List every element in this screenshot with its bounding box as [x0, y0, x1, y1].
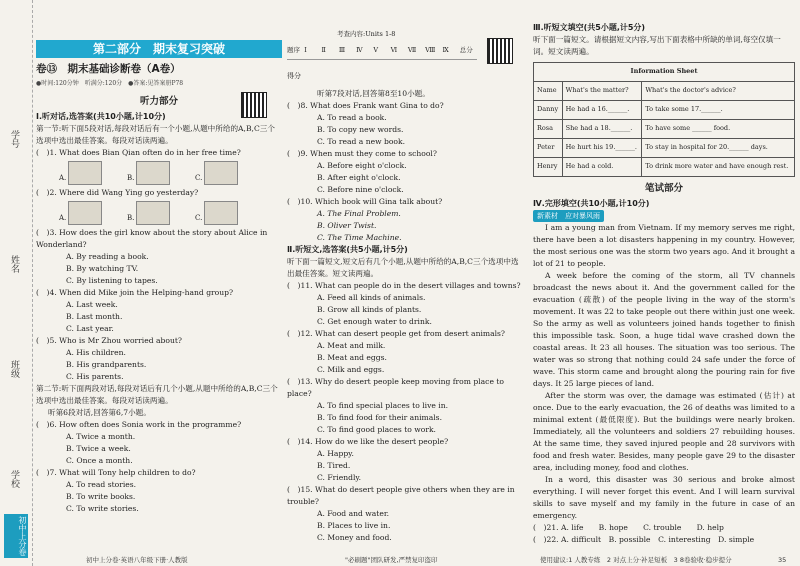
option: C. His parents. — [66, 372, 124, 381]
option: C. By listening to tapes. — [66, 276, 158, 285]
question-11: ( )11. What can people do in the desert villages and towns? — [287, 281, 521, 290]
score-cell: Ⅸ — [442, 46, 449, 54]
score-cell: 题序 — [287, 46, 300, 54]
dialog-6-intro: 听第6段对话,回答第6,7小题。 — [48, 408, 151, 417]
question-15: ( )15. What do desert people give others when they are in trouble? — [287, 485, 515, 506]
question-3: ( )3. How does the girl know about the story about Alice in Wonderland? — [36, 228, 268, 249]
exam-title: 卷⑬ 期末基础诊断卷（A卷） — [36, 63, 181, 75]
picture-b-icon: B. — [136, 161, 170, 185]
question-12: ( )12. What can desert people get from desert animals? — [287, 329, 506, 338]
question-4: ( )4. When did Mike join the Helping-hand group? — [36, 288, 234, 297]
school-label: 学校 — [9, 470, 19, 488]
section-2-heading: Ⅱ.听短文,选答案(共5小题,计5分) — [287, 245, 408, 254]
question-22: ( )22. A. difficult B. possible C. interesting D. simple — [533, 535, 755, 544]
option: B. After eight o'clock. — [317, 173, 401, 182]
option: A. To read stories. — [66, 480, 137, 489]
q2-pictures — [36, 201, 282, 225]
option: A. His children. — [66, 348, 126, 357]
option: C. The Time Machine. — [317, 233, 402, 242]
section-4-heading: Ⅳ.完形填空(共10小题,计10分) — [533, 199, 650, 208]
student-id-label: 学号 — [9, 130, 19, 148]
binding-margin — [0, 0, 33, 566]
score-cell: Ⅴ — [373, 46, 379, 54]
option: A. The Final Problem. — [317, 209, 401, 218]
option: B. Last month. — [66, 312, 123, 321]
table-cell: Henry — [534, 158, 563, 177]
brand-badge: 初中上分卷 — [4, 514, 28, 558]
section-1-heading: Ⅰ.听对话,选答案(共10小题,计10分) — [36, 112, 166, 121]
question-2: ( )2. Where did Wang Ying go yesterday? — [36, 188, 199, 197]
score-cell: Ⅲ — [338, 46, 346, 54]
part-banner: 第二部分 期末复习突破 — [36, 40, 282, 58]
option: B. To find food for their animals. — [317, 413, 442, 422]
right-footer: 使用建议:1 人教专练 2 对点上分·补足短板 3 8卷验收·稳步提分 — [540, 556, 732, 564]
section-3-instructions: 听下面一篇短文。请根据短文内容,写出下面表格中所缺的单词,每空仅填一词。短文读两遍。 — [533, 35, 781, 56]
building-c-icon: C. — [204, 201, 238, 225]
building-b-icon: B. — [136, 201, 170, 225]
left-footer: 初中上分卷·英语八年级下册·人教版 — [86, 556, 188, 564]
score-cell: 总分 — [459, 46, 473, 54]
question-10: ( )10. Which book will Gina talk about? — [287, 197, 443, 206]
scope-label: 考查内容:Units 1-8 — [337, 30, 396, 38]
option: C. Milk and eggs. — [317, 365, 385, 374]
table-row — [534, 139, 795, 158]
score-cell: Ⅱ — [321, 46, 326, 54]
middle-footer: "必刷题"团队研发,严禁复印盗印 — [345, 556, 438, 564]
option: B. To copy new words. — [317, 125, 404, 134]
score-cell: Ⅵ — [390, 46, 398, 54]
score-row-label: 得分 — [287, 72, 301, 80]
qr-code-icon — [487, 38, 513, 64]
score-cell: Ⅳ — [356, 46, 363, 54]
question-1: ( )1. What does Bian Qian often do in her free time? — [36, 148, 241, 157]
option: B. Places to live in. — [317, 521, 391, 530]
table-cell[interactable]: He had a 16.______. — [562, 101, 642, 120]
passage-paragraph: After the storm was over, the damage was estimated (估计) at once. Due to the early evacuation, the 26 of deaths was limited to a minimal extent (最低限度). But the buildings were nearly broken. Immediately, all the volunteers and soldiers 27 rebuilding houses. At the same time, they saved injured people and 28 survivors with food and fresh water. Besides, many people gave 29 to the disaster area, including money, food and clothes. — [533, 391, 795, 472]
table-cell[interactable]: She had a 18.______. — [562, 120, 642, 139]
option: A. By reading a book. — [66, 252, 149, 261]
picture-c-icon: C. — [204, 161, 238, 185]
right-column — [533, 0, 795, 546]
section-2-instructions: 听下面一篇短文,短文后有几个小题,从题中所给的A,B,C三个选项中选出最佳答案。短文读两遍。 — [287, 257, 519, 278]
question-6: ( )6. How often does Sonia work in the programme? — [36, 420, 242, 429]
option: B. His grandparents. — [66, 360, 147, 369]
building-a-icon: A. — [68, 201, 102, 225]
table-header: Name — [534, 82, 563, 101]
option: B. Oliver Twist. — [317, 221, 377, 230]
middle-column — [287, 0, 525, 544]
option: A. Twice a month. — [66, 432, 136, 441]
dialog-7-intro: 听第7段对话,回答第8至10小题。 — [317, 89, 430, 98]
table-caption: Information Sheet — [534, 63, 795, 82]
page-number: 35 — [778, 556, 787, 564]
option: A. Happy. — [317, 449, 354, 458]
table-cell[interactable]: To stay in hospital for 20.______ days. — [642, 139, 795, 158]
table-header: What's the matter? — [562, 82, 642, 101]
option: C. Last year. — [66, 324, 114, 333]
option: B. Twice a week. — [66, 444, 131, 453]
listening-heading: 听力部分 — [139, 96, 178, 107]
score-cell: Ⅷ — [425, 46, 436, 54]
score-cell: Ⅰ — [304, 46, 307, 54]
table-cell: Danny — [534, 101, 563, 120]
question-8: ( )8. What does Frank want Gina to do? — [287, 101, 444, 110]
table-cell: To drink more water and have enough rest. — [642, 158, 795, 177]
question-9: ( )9. When must they come to school? — [287, 149, 437, 158]
passage-paragraph: In a word, this disaster was 30 serious and broke almost everything. I will never forget this event. And I will learn survival skills to save myself and my family in the future in case of an emergency. — [533, 475, 795, 520]
option: A. Meat and milk. — [317, 341, 386, 350]
option: A. Food and water. — [317, 509, 390, 518]
option: C. Once a month. — [66, 456, 133, 465]
passage-paragraph: A week before the coming of the storm, all TV channels broadcast the news about it. And the government called for the evacuation (疏散) of the people living in the way of the storm's movement. It was 22 to take people out there within just one week. So the army as well as volunteers joined hands together to finish this impossible task. Soon, a huge tidal wave crashed down the coastal areas. It 23 all houses. The situation was too serious. The water was so strong that nothing could 24 safe under the force of wave. This storm came and brought along the pouring rain for five days. It 25 large pieces of land. — [533, 271, 795, 388]
option: A. Before eight o'clock. — [317, 161, 407, 170]
option: B. Tired. — [317, 461, 351, 470]
table-row — [534, 120, 795, 139]
table-cell[interactable]: To have some ______ food. — [642, 120, 795, 139]
option: A. To find special places to live in. — [317, 401, 449, 410]
option: C. Get enough water to drink. — [317, 317, 432, 326]
section-3-heading: Ⅲ.听短文填空(共5小题,计5分) — [533, 23, 646, 32]
table-row — [534, 101, 795, 120]
option: B. Meat and eggs. — [317, 353, 387, 362]
q1-pictures — [36, 161, 282, 185]
table-cell: He had a cold. — [562, 158, 642, 177]
option: B. By watching TV. — [66, 264, 139, 273]
section-1-part2-instructions: 第二节:听下面两段对话,每段对话后有几个小题,从题中所给的A,B,C三个选项中选出最佳答案。每段对话读两遍。 — [36, 384, 278, 405]
option: C. Before nine o'clock. — [317, 185, 404, 194]
new-material-badge: 新素材 应对暴风雨 — [533, 210, 604, 222]
option: C. To find good places to work. — [317, 425, 436, 434]
table-row — [534, 158, 795, 177]
question-7: ( )7. What will Tony help children to do? — [36, 468, 196, 477]
option: A. To read a book. — [317, 113, 387, 122]
option: C. Money and food. — [317, 533, 392, 542]
option: C. Friendly. — [317, 473, 362, 482]
table-cell: Rosa — [534, 120, 563, 139]
option: B. Grow all kinds of plants. — [317, 305, 422, 314]
qr-code-icon — [241, 92, 267, 118]
section-1-instructions: 第一节:听下面5段对话,每段对话后有一个小题,从题中所给的A,B,C三个选项中选出最佳答案。每段对话读两遍。 — [36, 124, 275, 145]
question-13: ( )13. Why do desert people keep moving from place to place? — [287, 377, 504, 398]
table-cell[interactable]: To take some 17.______. — [642, 101, 795, 120]
option: C. To read a new book. — [317, 137, 406, 146]
question-14: ( )14. How do we like the desert people? — [287, 437, 449, 446]
name-label: 姓名 — [9, 255, 19, 273]
score-table — [287, 44, 477, 60]
writing-heading: 笔试部分 — [644, 183, 683, 194]
class-label: 班级 — [9, 360, 19, 378]
table-cell: Peter — [534, 139, 563, 158]
score-cell: Ⅶ — [407, 46, 417, 54]
option: A. Feed all kinds of animals. — [317, 293, 426, 302]
option: A. Last week. — [66, 300, 118, 309]
table-header: What's the doctor's advice? — [642, 82, 795, 101]
exam-meta: ●时间:120分钟 听满分:120分 ●答案:见答案册P78 — [36, 80, 184, 87]
information-sheet-table — [533, 62, 795, 177]
picture-a-icon: A. — [68, 161, 102, 185]
question-21: ( )21. A. life B. hope C. trouble D. help — [533, 523, 724, 532]
left-column — [36, 0, 282, 515]
option: C. To write stories. — [66, 504, 139, 513]
option: B. To write books. — [66, 492, 136, 501]
question-5: ( )5. Who is Mr Zhou worried about? — [36, 336, 182, 345]
passage-paragraph: I am a young man from Vietnam. If my memory serves me right, there have been a lot disasters happening in my country. However, the most serious one was the storm two years ago. And it brought a lot of 21 to people. — [533, 223, 795, 268]
table-cell[interactable]: He hurt his 19.______. — [562, 139, 642, 158]
